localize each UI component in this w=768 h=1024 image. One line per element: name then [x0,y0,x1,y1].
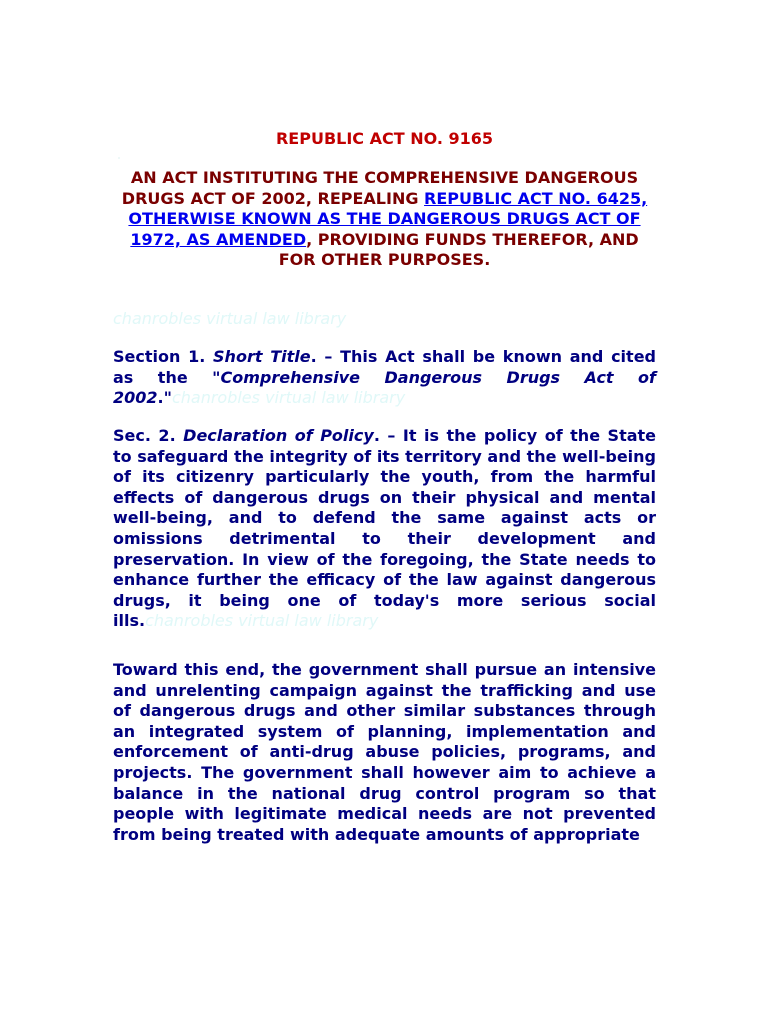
act-title [113,168,656,271]
section-text: . – It is the policy of the State to safeguard the integrity of its territory and the well-being of its citizenry particularly the youth, from the harmful effects of dangerous drugs on their physical and mental well-being, and to defend the same against acts or omissions detrimental to their development and preservation. In view of the foregoing, the State needs to enhance further the efficacy of the law against dangerous drugs, it being one of today's more serious social ills. [113,426,657,631]
watermark-text: chanrobles virtual law library [145,611,379,631]
section-1 [113,347,656,409]
title-text: AN ACT INSTITUTING THE COMPREHENSIVE DANGEROUS DRUGS ACT OF 2002, REPEALING [121,168,639,208]
section-text: . – This Act shall be known and cited as the " [113,347,656,387]
section-label: Sec. 2. [113,426,184,445]
paragraph-3: Toward this end, the government shall pursue an intensive and unrelenting campaign against the trafficking and use of dangerous drugs and other similar substances through an integrated system of planning, implementation and enforcement of anti-drug abuse policies, programs, and projects. The government shall however aim to achieve a balance in the national drug control program so that people with legitimate medical needs are not prevented from being treated with adequate amounts of appropriate [113,660,656,844]
section-2 [113,426,656,632]
watermark-text: chanrobles virtual law library [171,388,406,408]
section-label: Section 1. [113,347,214,366]
ra-6425-link[interactable]: REPUBLIC ACT NO. 6425, OTHERWISE KNOWN AS THE DANGEROUS DRUGS ACT OF 1972, AS AMENDED [128,188,648,249]
watermark-text: chanrobles virtual law library [113,309,347,328]
section-heading: Short Title [213,347,311,366]
section-heading: Declaration of Policy [183,426,374,445]
section-text: ." [157,388,172,408]
decorative-dot [118,157,120,159]
title-text-end: , PROVIDING FUNDS THEREFOR, AND FOR OTHER PURPOSES. [278,229,639,270]
short-title-quote: Comprehensive Dangerous Drugs Act of 2002 [113,367,657,408]
act-number-heading: REPUBLIC ACT NO. 9165 [275,129,494,148]
